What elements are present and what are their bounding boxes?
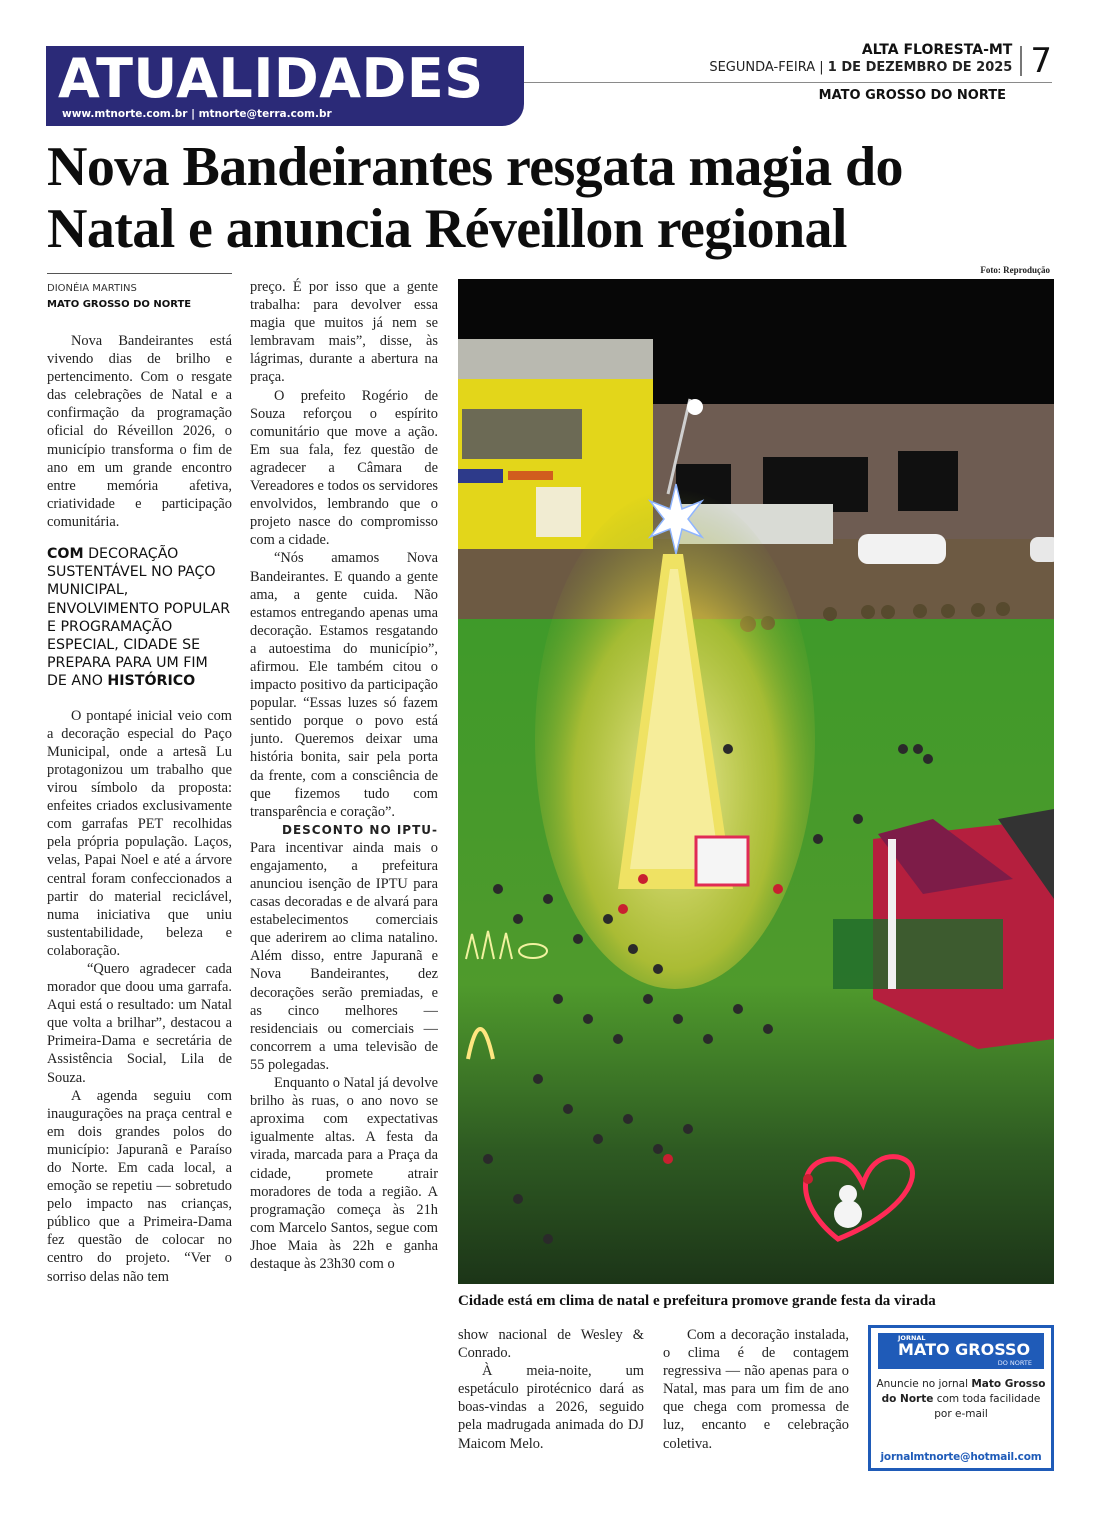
paragraph: Para incentivar ainda mais o engajamento, a prefeitura anunciou isenção de IPTU para casas decoradas e de alvará para estabelecimentos comerciais que aderirem ao clima natalino. Além disso, entre Japuranã e Nova Bandeirantes, dez decorações serão premiadas, e as cinco melhores — residenciais ou comerciais — concorrem a uma televisão de 55 polegadas. xyxy=(250,839,438,1073)
store-sign xyxy=(458,469,503,483)
subhead-iptu: DESCONTO NO IPTU- xyxy=(281,822,438,837)
brick-opening xyxy=(763,457,868,512)
ad-logo-jornal: JORNAL xyxy=(898,1334,926,1342)
house-post xyxy=(888,839,896,989)
header-dateline xyxy=(709,42,1012,76)
brick-opening xyxy=(898,451,958,511)
snowman-head xyxy=(839,1185,857,1203)
header-divider xyxy=(1020,46,1022,76)
article-photo xyxy=(458,279,1054,1284)
paragraph: À meia-noite, um espetáculo pirotécnico dará as boas-vindas a 2026, seguido pela madrugada animada do DJ Maicom Melo. xyxy=(458,1363,644,1452)
header-date: SEGUNDA-FEIRA | 1 DE DEZEMBRO DE 2025 xyxy=(709,60,1013,75)
section-contacts: www.mtnorte.com.br | mtnorte@terra.com.br xyxy=(62,108,332,120)
section-banner xyxy=(46,46,524,126)
byline-org: MATO GROSSO DO NORTE xyxy=(47,299,192,310)
ad-logo-sub: DO NORTE xyxy=(997,1359,1032,1367)
photo-caption: Cidade está em clima de natal e prefeitura promove grande festa da virada xyxy=(458,1293,936,1309)
ad-text xyxy=(875,1377,1047,1422)
store-sign-2 xyxy=(508,471,553,480)
white-car xyxy=(858,534,946,564)
byline-rule xyxy=(47,273,232,274)
column-4 xyxy=(663,1326,849,1486)
headline-line-1: Nova Bandeirantes resgata magia do xyxy=(47,136,903,198)
column-1 xyxy=(47,707,232,1286)
pullquote xyxy=(47,545,232,691)
header-block xyxy=(560,42,1052,82)
ad-text-bold: Mato Grosso do Norte xyxy=(881,1378,1046,1405)
paragraph: A agenda seguiu com inaugurações na praça central e em dois grandes polos do município: Japuranã e Paraíso do Norte. Em cada local, a emoção se repetiu — sobretudo pelo impacto nas crianças, público que a Primeira-Dama fez questão de colocar no centro do projeto. “Ver o sorriso delas não tem xyxy=(47,1087,232,1285)
ad-email-link[interactable]: jornalmtnorte@hotmail.com xyxy=(880,1451,1042,1463)
paragraph: show nacional de Wesley & Conrado. xyxy=(458,1327,644,1362)
headline xyxy=(47,136,1057,260)
header-rule xyxy=(524,82,1052,83)
advertisement-box[interactable] xyxy=(868,1325,1054,1471)
ad-text-post: com toda facilidade por e-mail xyxy=(934,1393,1041,1420)
building-windows xyxy=(462,409,582,459)
snowman xyxy=(834,1200,862,1228)
paragraph: O prefeito Rogério de Souza reforçou o espírito comunitário que move a ação. Em sua fala, fez questão de agradecer a Câmara de Vereadores e todos os servidores envolvidos, lembrando que o projeto nasce do compromisso com a cidade. xyxy=(250,387,438,549)
column-1-wrap xyxy=(47,273,232,1488)
intro-paragraph: Nova Bandeirantes está vivendo dias de brilho e pertencimento. Com o resgate das celebrações de Natal e a confirmação da programação oficial do Réveillon 2026, o município transforma o fim de ano em um grande encontro entre memória afetiva, criatividade e participação comunitária. xyxy=(47,333,232,530)
photo-illustration xyxy=(458,279,1054,1284)
header-weekday: SEGUNDA-FEIRA xyxy=(709,60,816,75)
article-intro xyxy=(47,332,232,531)
byline-author: DIONÉIA MARTINS xyxy=(47,283,137,294)
paragraph: Com a decoração instalada, o clima é de contagem regressiva — não apenas para o Natal, mas para um fim de ano que chega com promessa de luz, encanto e celebração coletiva. xyxy=(663,1327,849,1452)
building-roof xyxy=(458,339,653,379)
paragraph: “Quero agradecer cada morador que doou uma garrafa. Aqui está o resultado: um Natal que volta a brilhar”, destacou a Primeira-Dama e secretária de Assistência Social, Lila de Souza. xyxy=(47,960,232,1086)
photo-credit: Foto: Reprodução xyxy=(980,265,1050,275)
ad-logo xyxy=(878,1333,1044,1369)
page-number: 7 xyxy=(1030,41,1052,81)
paragraph: Enquanto o Natal já devolve brilho às ruas, o ano novo se aproxima com expectativas igualmente altas. A festa da virada, marcada para a Praça da cidade, promete atrair moradores de toda a região. A programação começa às 21h com Marcelo Santos, segue com Jhoe Maia às 22h e ganha destaque às 23h30 com o xyxy=(250,1075,438,1272)
pullquote-tail: HISTÓRICO xyxy=(107,673,196,690)
paragraph: preço. É por isso que a gente trabalha: para devolver essa magia que muitos já nem se lembravam mais”, disse, às lágrimas, durante a abertura na praça. xyxy=(250,279,438,386)
headline-line-2: Natal e anuncia Réveillon regional xyxy=(47,198,847,260)
pullquote-lead: COM xyxy=(47,546,84,563)
ad-text-pre: Anuncie no jornal xyxy=(876,1378,969,1390)
ad-logo-main: MATO GROSSO xyxy=(898,1340,1031,1359)
gift-decoration xyxy=(696,837,748,885)
header-region: MATO GROSSO DO NORTE xyxy=(818,88,1006,103)
white-car xyxy=(1030,537,1054,562)
column-2 xyxy=(250,278,438,1483)
paragraph: “Nós amamos Nova Bandeirantes. E quando a gente ama, a gente cuida. Não estamos entregando apenas uma decoração. Estamos resgatando a autoestima do município”, afirmou. Ele também citou o impacto positivo da participação popular. “Essas luzes só fazem sentido porque o povo está junto. Queremos deixar uma história bonita, sair pela porta da frente, com a consciência de que fizemos tudo com transparência e coração”. xyxy=(250,550,438,820)
paragraph: O pontapé inicial veio com a decoração especial do Paço Municipal, onde a artesã Lu protagonizou um trabalho que virou símbolo da proposta: enfeites criados exclusivamente com garrafas PET recolhidas pela própria população. Laços, velas, Papai Noel e até a árvore central foram confeccionados a partir do material reciclável, numa iniciativa que uniu sustentabilidade, beleza e colaboração. xyxy=(47,707,232,959)
store-front xyxy=(536,487,581,537)
section-title: ATUALIDADES xyxy=(58,47,484,110)
street-light xyxy=(687,399,703,415)
header-city: ALTA FLORESTA-MT xyxy=(861,42,1013,58)
column-3 xyxy=(458,1326,644,1486)
pullquote-body: DECORAÇÃO SUSTENTÁVEL NO PAÇO MUNICIPAL, ENVOLVIMENTO POPULAR E PROGRAMAÇÃO ESPECIAL, CIDADE SE PREPARA PARA UM FIM DE ANO xyxy=(47,546,231,690)
stage xyxy=(833,919,1003,989)
header-date-value: 1 DE DEZEMBRO DE 2025 xyxy=(827,60,1013,75)
